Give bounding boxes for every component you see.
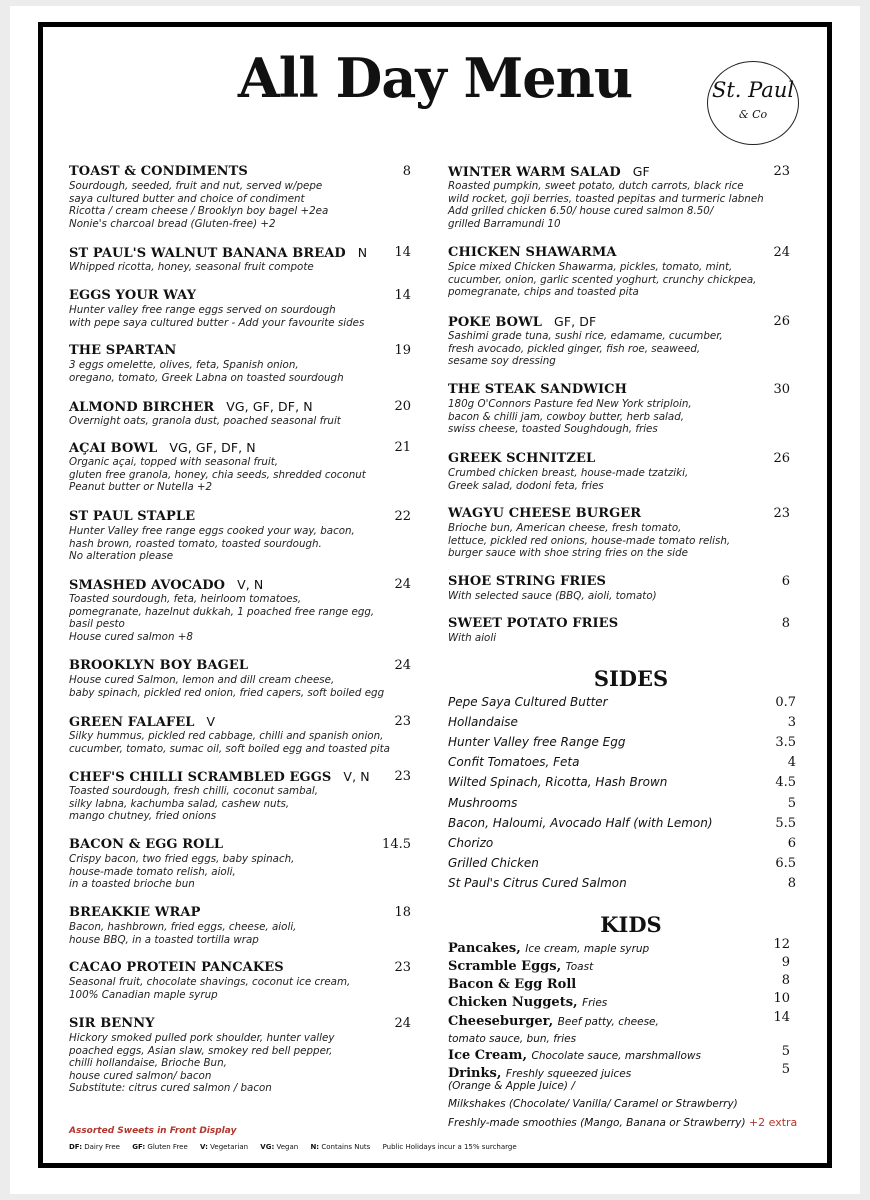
menu-item	[69, 769, 411, 823]
side-item-price: 4.5	[775, 775, 796, 791]
legend-value: Contains Nuts	[321, 1143, 371, 1151]
kids-item-name: Pancakes,	[448, 941, 521, 956]
menu-title: All Day Menu	[237, 46, 633, 110]
menu-item-header	[69, 658, 411, 674]
side-item-name: Pepe Saya Cultured Butter	[448, 695, 608, 709]
menu-item-name	[69, 960, 284, 975]
menu-item-name	[448, 616, 618, 631]
menu-item-dietary-tags: V	[206, 714, 216, 729]
menu-item-description: mango chutney, fried onions	[69, 810, 217, 823]
menu-item-description: poached eggs, Asian slaw, smokey red bell pepper,	[69, 1044, 333, 1057]
kids-smoothie-extra: +2 extra	[748, 1116, 798, 1129]
menu-item-price: 24	[394, 577, 411, 592]
kids-item	[448, 973, 790, 991]
kids-item	[448, 937, 790, 955]
menu-item	[448, 164, 790, 230]
menu-item-header	[448, 245, 790, 261]
kids-title: KIDS	[600, 912, 662, 937]
st-paul-logo	[707, 61, 799, 145]
menu-item	[448, 314, 790, 368]
menu-item-description: Crispy bacon, two fried eggs, baby spinach,	[69, 853, 295, 865]
menu-item-dietary-tags: VG, GF, DF, N	[226, 399, 313, 414]
kids-item-label	[448, 995, 607, 1010]
menu-item-description: gluten free granola, honey, chia seeds, shredded coconut	[69, 468, 366, 481]
kids-item-price: 5	[781, 1062, 790, 1077]
menu-item-description: House cured salmon +8	[69, 630, 193, 643]
menu-item-description: in a toasted brioche bun	[69, 878, 195, 891]
menu-item-description: bacon & chilli jam, cowboy butter, herb salad,	[448, 410, 685, 423]
menu-item-price: 23	[394, 714, 411, 729]
menu-item-name	[69, 343, 176, 358]
menu-item-price: 8	[781, 616, 790, 631]
menu-item-dietary-tags: GF	[632, 164, 650, 179]
menu-item-title: SWEET POTATO FRIES	[448, 616, 619, 631]
menu-item-description: Peanut butter or Nutella +2	[69, 481, 213, 494]
menu-item-header	[69, 509, 411, 525]
menu-item-description: Brioche bun, American cheese, fresh tomato,	[448, 522, 682, 534]
side-item	[448, 856, 796, 876]
side-item-price: 3	[787, 715, 796, 731]
menu-item-name	[69, 714, 215, 730]
kids-item-description: Toast	[565, 961, 594, 973]
side-item-price: 4	[787, 755, 796, 771]
menu-item-description: grilled Barramundi 10	[448, 217, 561, 230]
kids-item-label	[448, 1048, 701, 1063]
menu-item	[448, 245, 790, 299]
menu-item-name	[448, 574, 606, 589]
menu-item-name	[69, 399, 313, 415]
menu-item-description: silky labna, kachumba salad, cashew nuts,	[69, 797, 290, 810]
side-item-price: 3.5	[775, 735, 796, 751]
menu-item	[69, 343, 411, 384]
kids-item-description: Freshly squeezed juices	[505, 1068, 632, 1080]
menu-item-header	[69, 714, 411, 730]
menu-item-header	[69, 399, 411, 415]
menu-item-price: 23	[394, 769, 411, 784]
menu-item-name	[448, 314, 596, 330]
menu-item-name	[448, 245, 617, 260]
menu-item-description: cucumber, onion, garlic scented yoghurt, crunchy chickpea,	[448, 273, 757, 286]
side-item-name: Wilted Spinach, Ricotta, Hash Brown	[448, 775, 668, 790]
menu-item-price: 19	[394, 343, 411, 358]
menu-item-title: THE STEAK SANDWICH	[448, 382, 628, 397]
legend-value: Vegetarian	[210, 1143, 249, 1151]
menu-item-title: THE SPARTAN	[69, 343, 177, 358]
menu-item-description: chilli hollandaise, Brioche Bun,	[69, 1057, 227, 1070]
side-item	[448, 796, 796, 816]
menu-item-header	[69, 164, 411, 180]
side-item	[448, 755, 796, 775]
menu-item-description: pomegranate, chips and toasted pita	[448, 286, 639, 299]
menu-item-description: Spice mixed Chicken Shawarma, pickles, tomato, mint,	[448, 261, 733, 273]
menu-item-description: house BBQ, in a toasted tortilla wrap	[69, 933, 259, 946]
menu-item-title: ST PAUL STAPLE	[69, 509, 196, 524]
menu-item	[69, 905, 411, 946]
menu-item-header	[448, 164, 790, 180]
legend-key: GF:	[132, 1143, 146, 1151]
menu-item-name	[448, 382, 627, 397]
side-item	[448, 836, 796, 856]
menu-item-title: TOAST & CONDIMENTS	[69, 164, 248, 179]
kids-smoothie-text: Freshly-made smoothies (Mango, Banana or Strawberry)	[448, 1117, 746, 1129]
side-item	[448, 876, 796, 896]
menu-item-header	[448, 382, 790, 398]
menu-item-dietary-tags: V, N	[237, 577, 264, 592]
menu-item-name	[448, 164, 650, 180]
menu-item-description: 180g O'Connors Pasture fed New York striploin,	[448, 398, 692, 410]
menu-item-title: SMASHED AVOCADO	[69, 578, 226, 593]
surcharge-note: Public Holidays incur a 15% surcharge	[382, 1143, 517, 1151]
menu-item-description: Bacon, hashbrown, fried eggs, cheese, aioli,	[69, 921, 297, 933]
side-item-price: 6.5	[775, 855, 796, 871]
kids-item-name: Ice Cream,	[448, 1048, 527, 1063]
kids-item-name: Scramble Eggs,	[448, 959, 562, 974]
menu-item-price: 23	[773, 506, 790, 521]
menu-item-description: sesame soy dressing	[448, 355, 556, 368]
kids-item-label	[448, 977, 576, 992]
menu-item-description: hash brown, roasted tomato, toasted sourdough.	[69, 537, 322, 550]
kids-item-name: Drinks,	[448, 1066, 502, 1081]
legend-key: V:	[200, 1143, 208, 1151]
menu-item	[69, 399, 411, 428]
logo-sub-text: & Co	[738, 108, 768, 121]
legend-value: Dairy Free	[84, 1143, 120, 1151]
menu-item-description: Sashimi grade tuna, sushi rice, edamame, cucumber,	[448, 330, 723, 342]
kids-item-name: Bacon & Egg Roll	[448, 977, 577, 992]
menu-item	[448, 616, 790, 645]
menu-item-header	[69, 769, 411, 785]
menu-item-price: 26	[773, 314, 790, 329]
kids-item	[448, 1044, 790, 1062]
menu-item-title: BROOKLYN BOY BAGEL	[69, 658, 249, 673]
side-item-name: Hunter Valley free Range Egg	[448, 735, 626, 750]
menu-item-header	[69, 960, 411, 976]
menu-item	[69, 509, 411, 563]
menu-item	[69, 288, 411, 329]
menu-item-header	[448, 574, 790, 590]
menu-item-description: Roasted pumpkin, sweet potato, dutch carrots, black rice	[448, 180, 744, 192]
side-item-name: St Paul's Citrus Cured Salmon	[448, 875, 627, 890]
menu-item-header	[69, 245, 411, 261]
legend-key: N:	[310, 1143, 320, 1151]
kids-item-description: Beef patty, cheese,	[557, 1016, 659, 1028]
kids-item-label	[448, 959, 593, 974]
kids-item-label	[448, 941, 649, 956]
side-item	[448, 735, 796, 755]
menu-item-price: 14.5	[382, 837, 411, 852]
kids-item-price: 10	[773, 991, 790, 1006]
menu-item-description: saya cultured butter and choice of condiment	[69, 192, 305, 205]
menu-item-description: baby spinach, pickled red onion, fried capers, soft boiled egg	[69, 686, 385, 699]
menu-item-description: Hunter Valley free range eggs cooked your way, bacon,	[69, 525, 355, 537]
side-item-name: Hollandaise	[448, 715, 518, 730]
menu-item-title: CHEF'S CHILLI SCRAMBLED EGGS	[69, 770, 332, 785]
menu-item-description: Nonie's charcoal bread (Gluten-free) +2	[69, 217, 276, 230]
side-item	[448, 775, 796, 795]
menu-item-description: Sourdough, seeded, fruit and nut, served w/pepe	[69, 180, 323, 192]
menu-item-description: 3 eggs omelette, olives, feta, Spanish onion,	[69, 359, 299, 371]
menu-item-description: burger sauce with shoe string fries on the side	[448, 547, 688, 560]
side-item	[448, 715, 796, 735]
legend-value: Vegan	[276, 1143, 299, 1151]
menu-item-description: fresh avocado, pickled ginger, fish roe, seaweed,	[448, 342, 701, 355]
kids-item-price: 14	[773, 1010, 790, 1025]
menu-item-description: With aioli	[448, 632, 497, 644]
menu-item-name	[69, 245, 367, 261]
menu-item-description: Hunter valley free range eggs served on sourdough	[69, 304, 336, 316]
menu-item-title: WINTER WARM SALAD	[448, 165, 621, 180]
menu-item-title: CHICKEN SHAWARMA	[448, 245, 617, 260]
menu-item-title: ALMOND BIRCHER	[69, 400, 215, 415]
menu-item-description: Overnight oats, granola dust, poached seasonal fruit	[69, 415, 341, 427]
menu-item-price: 21	[394, 440, 411, 455]
menu-item-description: Add grilled chicken 6.50/ house cured salmon 8.50/	[448, 205, 714, 218]
menu-item-name	[69, 509, 195, 524]
menu-item-description: Organic açai, topped with seasonal fruit,	[69, 456, 279, 468]
menu-item-description: house-made tomato relish, aioli,	[69, 865, 236, 878]
side-item-name: Chorizo	[448, 835, 494, 850]
menu-item-header	[448, 314, 790, 330]
menu-item-price: 24	[394, 1016, 411, 1031]
kids-item	[448, 1010, 790, 1028]
kids-item-price: 12	[773, 937, 790, 952]
menu-item-header	[69, 1016, 411, 1032]
kids-item-price: 8	[781, 973, 790, 988]
menu-item-header	[69, 288, 411, 304]
side-item-price: 5.5	[775, 815, 796, 831]
menu-item-price: 14	[394, 288, 411, 303]
menu-item-description: Seasonal fruit, chocolate shavings, coconut ice cream,	[69, 976, 351, 988]
menu-item-description: house cured salmon/ bacon	[69, 1069, 212, 1082]
menu-item-description: No alteration please	[69, 550, 174, 563]
kids-item-label	[448, 1066, 631, 1081]
menu-item	[448, 574, 790, 603]
kids-item-name: Cheeseburger,	[448, 1014, 554, 1029]
menu-item	[69, 837, 411, 891]
menu-item-header	[69, 837, 411, 853]
menu-item-title: AÇAI BOWL	[69, 441, 158, 456]
menu-item-header	[69, 577, 411, 593]
side-item-price: 8	[787, 875, 796, 891]
menu-item	[69, 1016, 411, 1095]
menu-item-description: swiss cheese, toasted Soughdough, fries	[448, 423, 658, 436]
menu-item-price: 23	[773, 164, 790, 179]
menu-item-name	[69, 440, 256, 456]
menu-item-title: POKE BOWL	[448, 315, 543, 330]
side-item-name: Confit Tomatoes, Feta	[448, 755, 580, 770]
menu-item-description: Crumbed chicken breast, house-made tzatziki,	[448, 467, 689, 479]
menu-item	[69, 245, 411, 274]
kids-item-description: Chocolate sauce, marshmallows	[531, 1050, 701, 1062]
menu-item-description: Hickory smoked pulled pork shoulder, hunter valley	[69, 1032, 335, 1044]
menu-item-price: 23	[394, 960, 411, 975]
assorted-sweets-note: Assorted Sweets in Front Display	[69, 1126, 237, 1136]
side-item-price: 6	[787, 835, 796, 851]
menu-item-dietary-tags: V, N	[343, 769, 370, 784]
menu-item-description: cucumber, tomato, sumac oil, soft boiled egg and toasted pita	[69, 742, 390, 755]
side-item-price: 5	[787, 795, 796, 811]
kids-item-price: 5	[781, 1044, 790, 1059]
kids-drink-line: (Orange & Apple Juice) /	[448, 1080, 575, 1092]
sides-title: SIDES	[593, 666, 669, 691]
menu-item-price: 6	[781, 574, 790, 589]
menu-item-description: Toasted sourdough, feta, heirloom tomatoes,	[69, 593, 302, 605]
menu-item-description: Toasted sourdough, fresh chilli, coconut sambal,	[69, 785, 319, 797]
kids-item-name: Chicken Nuggets,	[448, 995, 578, 1010]
menu-item-description: Whipped ricotta, honey, seasonal fruit compote	[69, 261, 314, 273]
menu-item-name	[69, 837, 223, 852]
legend-value: Gluten Free	[147, 1143, 188, 1151]
menu-item-description: House cured Salmon, lemon and dill cream cheese,	[69, 674, 335, 686]
menu-item-price: 20	[394, 399, 411, 414]
menu-item-price: 30	[773, 382, 790, 397]
menu-item-header	[448, 616, 790, 632]
menu-item-title: ST PAUL'S WALNUT BANANA BREAD	[69, 246, 346, 261]
menu-item-name	[69, 164, 248, 179]
menu-item-price: 26	[773, 451, 790, 466]
menu-item-description: Ricotta / cream cheese / Brooklyn boy bagel +2ea	[69, 205, 329, 218]
menu-item-header	[69, 905, 411, 921]
menu-item-price: 24	[394, 658, 411, 673]
menu-item-price: 8	[402, 164, 411, 179]
kids-item-description: Fries	[582, 997, 608, 1009]
kids-item	[448, 955, 790, 973]
side-item	[448, 695, 796, 715]
menu-item	[69, 577, 411, 643]
legend-key: DF:	[69, 1143, 83, 1151]
menu-item-title: BACON & EGG ROLL	[69, 837, 224, 852]
kids-item-description: tomato sauce, bun, fries	[448, 1033, 577, 1045]
menu-item-name	[69, 1016, 155, 1031]
side-item-name: Bacon, Haloumi, Avocado Half (with Lemon)	[448, 815, 713, 830]
menu-item-description: basil pesto	[69, 618, 125, 631]
menu-item-price: 24	[773, 245, 790, 260]
logo-main-text: St. Paul	[711, 78, 795, 102]
menu-item-title: CACAO PROTEIN PANCAKES	[69, 960, 284, 975]
menu-item	[448, 451, 790, 492]
menu-item	[69, 960, 411, 1001]
menu-item-description: pomegranate, hazelnut dukkah, 1 poached free range egg,	[69, 605, 375, 618]
menu-item-name	[448, 506, 641, 521]
menu-item-header	[448, 451, 790, 467]
menu-item-description: wild rocket, goji berries, toasted pepitas and turmeric labneh	[448, 192, 764, 205]
menu-item-dietary-tags: N	[357, 245, 368, 260]
menu-item-description: 100% Canadian maple syrup	[69, 988, 218, 1001]
menu-item-description: With selected sauce (BBQ, aioli, tomato)	[448, 590, 657, 602]
dietary-legend	[69, 1143, 517, 1151]
menu-item	[69, 164, 411, 230]
side-item-name: Mushrooms	[448, 795, 518, 810]
menu-item-title: GREEN FALAFEL	[69, 715, 195, 730]
menu-item-name	[69, 769, 370, 785]
menu-item-description: oregano, tomato, Greek Labna on toasted sourdough	[69, 371, 344, 384]
menu-item-price: 14	[394, 245, 411, 260]
menu-item-title: SHOE STRING FRIES	[448, 574, 606, 589]
menu-item-dietary-tags: GF, DF	[554, 314, 597, 329]
menu-item-title: SIR BENNY	[69, 1016, 155, 1031]
menu-item-name	[69, 288, 196, 303]
menu-item-header	[69, 343, 411, 359]
menu-item-title: EGGS YOUR WAY	[69, 288, 197, 303]
menu-item-description: lettuce, pickled red onions, house-made tomato relish,	[448, 534, 731, 547]
kids-item-description: Ice cream, maple syrup	[525, 943, 650, 955]
menu-item-description: Greek salad, dodoni feta, fries	[448, 479, 604, 492]
side-item-price: 0.7	[775, 695, 796, 710]
menu-item	[69, 440, 411, 494]
menu-item-dietary-tags: VG, GF, DF, N	[169, 440, 256, 455]
menu-item	[69, 658, 411, 699]
menu-item-description: Substitute: citrus cured salmon / bacon	[69, 1082, 272, 1095]
kids-item-price: 9	[781, 955, 790, 970]
menu-item-description: with pepe saya cultured butter - Add your favourite sides	[69, 316, 365, 329]
kids-item	[448, 1062, 790, 1080]
kids-item	[448, 1027, 790, 1045]
side-item-name: Grilled Chicken	[448, 855, 539, 870]
menu-item-header	[69, 440, 411, 456]
menu-item	[448, 382, 790, 436]
menu-item-description: Silky hummus, pickled red cabbage, chilli and spanish onion,	[69, 730, 384, 742]
menu-item-name	[448, 451, 595, 466]
legend-key: VG:	[260, 1143, 275, 1151]
side-item	[448, 816, 796, 836]
menu-item	[448, 506, 790, 560]
kids-drink-line: Milkshakes (Chocolate/ Vanilla/ Caramel or Strawberry)	[448, 1098, 738, 1110]
menu-item-name	[69, 905, 200, 920]
menu-item-name	[69, 577, 263, 593]
menu-item-title: WAGYU CHEESE BURGER	[448, 506, 642, 521]
menu-item-name	[69, 658, 248, 673]
menu-item-price: 18	[394, 905, 411, 920]
kids-item	[448, 991, 790, 1009]
kids-drink-line	[448, 1116, 797, 1129]
menu-item	[69, 714, 411, 755]
menu-item-price: 22	[394, 509, 411, 524]
menu-item-header	[448, 506, 790, 522]
menu-item-title: BREAKKIE WRAP	[69, 905, 201, 920]
menu-item-title: GREEK SCHNITZEL	[448, 451, 596, 466]
